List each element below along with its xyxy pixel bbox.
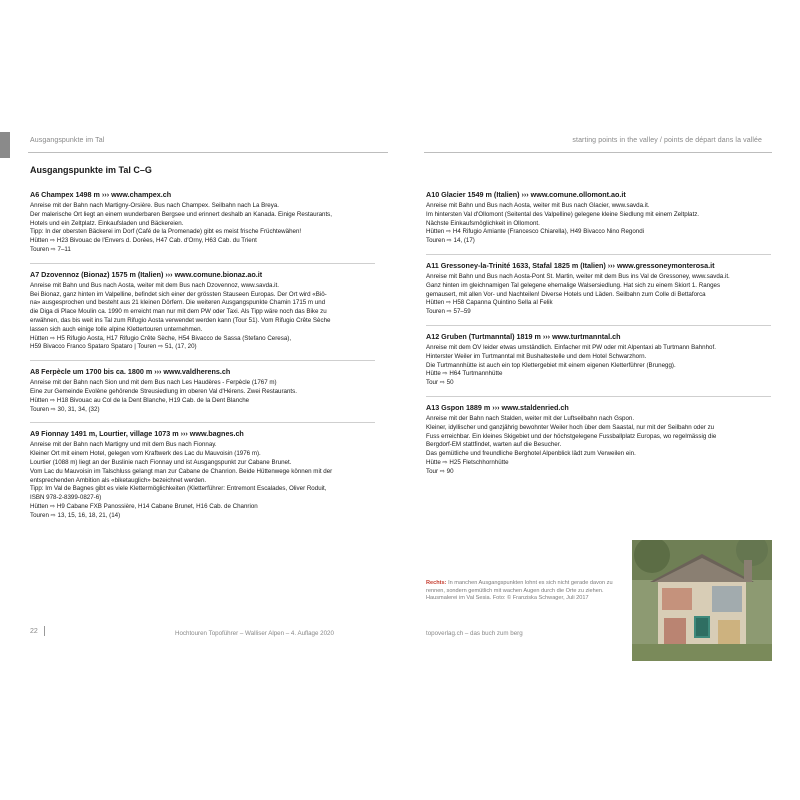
entry-line: gemausert, mit allen Vor- und Nachteilen! Diverse Hotels und Läden. Seilbahn zum Colle di Bettaforca	[426, 290, 706, 298]
entry-separator	[426, 254, 771, 255]
entry-line: Nächste Einkaufsmöglichkeit in Ollomont.	[426, 219, 540, 227]
entry-heading: A7 Dzovennoz (Bionaz) 1575 m (Italien) ››› www.comune.bionaz.ao.it	[30, 269, 263, 279]
page-number: 22	[30, 628, 38, 635]
entry-line: Anreise mit Bahn und Bus nach Aosta-Pont St. Martin, weiter mit dem Bus ins Val de Gressoney, www.savda.it.	[426, 272, 730, 280]
trailhead-entry	[30, 190, 375, 255]
entry-tours: Touren ⇨ 13, 15, 16, 18, 21, (14)	[30, 511, 121, 519]
entry-line: H59 Bivacco Franco Spataro Spataro | Touren ⇨ 51, (17, 20)	[30, 343, 197, 351]
trailhead-entry	[30, 367, 375, 414]
entry-line: Tipp: In der obersten Bäckerei im Dorf (Café de la Promenade) gibt es meist frische Früchtewähen!	[30, 228, 302, 236]
photo-painted-house	[632, 540, 772, 661]
entry-line: Tipp: Im Val de Bagnes gibt es viele Klettermöglichkeiten (Kletterführer: Entremont Escalades, Oliver Roduit,	[30, 485, 327, 493]
entry-tours: Tour ⇨ 90	[426, 467, 454, 475]
running-header-right: starting points in the valley / points de départ dans la vallée	[572, 137, 762, 144]
entry-heading: A10 Glacier 1549 m (Italien) ››› www.comune.ollomont.ao.it	[426, 190, 626, 199]
entry-line: Hütten ⇨ H23 Bivouac de l'Envers d. Dorées, H47 Cab. d'Orny, H63 Cab. du Trient	[30, 237, 257, 245]
entry-line: Im hintersten Val d'Ollomont (Seitental des Valpelline) gelegene kleine Siedlung mit einem Zeltplatz.	[426, 210, 700, 218]
entry-line: Anreise mit dem ÖV leider etwas umständlich. Einfacher mit PW oder mit Alpentaxi ab Turtmann Bahnhof.	[426, 343, 716, 351]
entry-line: Anreise mit der Bahn nach Martigny und mit dem Bus nach Fionnay.	[30, 441, 217, 449]
entry-line: Kleiner, idyllischer und ganzjährig bewohnter Weiler hoch über dem Saastal, nur mit der Seilbahn oder zu	[426, 423, 715, 431]
entry-tours: Touren ⇨ 14, (17)	[426, 237, 475, 245]
left-column	[30, 190, 375, 529]
entry-line: Bei Bionaz, ganz hinten im Valpelline, befindet sich einer der grössten Stauseen Europas. Der Ort wird «Biö-	[30, 290, 327, 298]
entry-line: Hütten ⇨ H4 Rifugio Amiante (Francesco Chiarella), H49 Bivacco Nino Regondi	[426, 228, 645, 236]
right-column	[426, 190, 771, 485]
entry-line: Vom Lac du Mauvoisin im Talschluss gelangt man zur Cabane de Chanrion. Beide Hüttenwege können mit der	[30, 467, 333, 475]
entry-line: Hütte ⇨ H25 Fletschhornhütte	[426, 458, 509, 466]
trailhead-entry	[30, 270, 375, 352]
entry-separator	[426, 325, 771, 326]
entry-line: Anreise mit Bahn und Bus nach Aosta, weiter mit dem Bus nach Dzovennoz, www.savda.it.	[30, 281, 279, 289]
entry-line: Hinterster Weiler im Turtmanntal mit Bushaltestelle und dem Hotel Schwarzhorn.	[426, 352, 647, 360]
chapter-tab-marker	[0, 132, 10, 158]
trailhead-entry	[426, 190, 771, 246]
entry-line: Hotels und ein Zeltplatz. Einkaufsladen und Bäckereien.	[30, 219, 184, 227]
trailhead-entry	[426, 261, 771, 317]
entry-line: ISBN 978-2-8399-0827-6)	[30, 494, 102, 502]
entry-line: Hütten ⇨ H9 Cabane FXB Panossière, H14 Cabane Brunet, H16 Cab. de Chanrion	[30, 502, 258, 510]
entry-line: Hütten ⇨ H5 Rifugio Aosta, H17 Rifugio Crête Sèche, H54 Bivacco de Sassa (Stefano Ceresa),	[30, 334, 292, 342]
entry-heading: A12 Gruben (Turtmanntal) 1819 m ››› www.turtmanntal.ch	[426, 331, 621, 341]
entry-line: Hütte ⇨ H64 Turtmannhütte	[426, 370, 503, 378]
trailhead-entry	[426, 403, 771, 477]
entry-line: Anreise mit der Bahn nach Stalden, weiter mit der Luftseilbahn nach Gspon.	[426, 414, 635, 422]
entry-line: Das gemütliche und freundliche Berghotel Alpenblick lädt zum Verweilen ein.	[426, 450, 636, 458]
entry-tours: Touren ⇨ 7–11	[30, 245, 71, 253]
entry-line: Hütten ⇨ H58 Capanna Quintino Sella al Felik	[426, 299, 553, 307]
entry-line: Anreise mit der Bahn nach Sion und mit dem Bus nach Les Haudères - Ferpècle (1767 m)	[30, 379, 277, 387]
entry-line: Der malerische Ort liegt an einem wunderbaren Bergsee und erinnert deshalb an Kanada. Einige Restaurants,	[30, 210, 332, 218]
entry-heading: A9 Fionnay 1491 m, Lourtier, village 1073 m ››› www.bagnes.ch	[30, 429, 244, 439]
caption-lead: Rechts:	[426, 580, 447, 586]
entry-line: na» ausgesprochen und besteht aus 21 kleinen Dörfern. Die weiteren Ausgangspunkte Chamin 1715 m und	[30, 299, 326, 307]
entry-line: erwähnen, das bis weit ins Tal zum Rifugio Aosta verwendet werden kann (Tour 51). Vom Rifugio Crête Sèche	[30, 316, 331, 324]
entry-line: Fuss erreichbar. Ein kleines Skigebiet und der höchstgelegene Fussballplatz Europas, wo regelmässig die	[426, 432, 717, 440]
entry-line: entsprechenden Ambition als «biketauglich» bezeichnet werden.	[30, 476, 207, 484]
entry-tours: Touren ⇨ 57–59	[426, 308, 471, 316]
entry-line: Anreise mit der Bahn nach Martigny-Orsière. Bus nach Champex. Seilbahn nach La Breya.	[30, 202, 280, 209]
footer-divider	[44, 626, 45, 636]
entry-line: Hütten ⇨ H18 Bivouac au Col de la Dent Blanche, H19 Cab. de la Dent Blanche	[30, 396, 250, 404]
entry-heading: A6 Champex 1498 m ››› www.champex.ch	[30, 190, 172, 199]
footer-left: Hochtouren Topoführer – Walliser Alpen – 4. Auflage 2020	[175, 630, 334, 637]
entry-heading: A11 Gressoney-la-Trinité 1633, Stafal 1825 m (Italien) ››› www.gressoneymonterosa.it	[426, 260, 715, 270]
entry-line: die Diga di Place Moulin ca. 1990 m erreicht man nur mit dem PW oder Taxi. Als Tipp wäre noch das Bike zu	[30, 308, 327, 316]
entry-line: Anreise mit Bahn und Bus nach Aosta, weiter mit Bus nach Glacier, www.savda.it.	[426, 202, 650, 209]
entry-separator	[30, 360, 375, 361]
entry-line: Bergdorf-EM stattfindet, warten auf die Besucher.	[426, 441, 562, 449]
caption-text: In manchen Ausgangspunkten lohnt es sich nicht gerade davon zu rennen, sondern gemütlich mit wachen Augen durch die Orte zu ziehen. Hausmalerei im Val Sesia. Foto: © Franziska Schwager, Juli 2017	[426, 580, 613, 602]
footer-right: topoverlag.ch – das buch zum berg	[426, 630, 523, 637]
photo-caption	[426, 580, 626, 603]
entry-separator	[426, 396, 771, 397]
entry-heading: A13 Gspon 1889 m ››› www.staldenried.ch	[426, 402, 569, 412]
entry-line: Eine zur Gemeinde Evolène gehörende Streusiedlung im oberen Val d'Hérens. Zwei Restaurants.	[30, 387, 297, 395]
header-rule-left	[28, 152, 388, 153]
entry-line: Lourtier (1088 m) liegt an der Buslinie nach Fionnay und ist Ausgangspunkt zur Cabane Brunet.	[30, 458, 292, 466]
entry-heading: A8 Ferpècle um 1700 bis ca. 1800 m ››› www.valdherens.ch	[30, 367, 231, 377]
header-rule-right	[424, 152, 772, 153]
entry-line: Ganz hinten im gleichnamigen Tal gelegene ehemalige Walsersiedlung. Hat sich zu einem Skiort 1. Ranges	[426, 281, 721, 289]
entry-line: Die Turtmannhütte ist auch ein top Klettergebiet mit einem eigenen Kletterführer (Brunegg).	[426, 361, 676, 369]
entry-separator	[30, 422, 375, 423]
entry-line: lassen sich auch einige tolle alpine Klettertouren unternehmen.	[30, 325, 203, 333]
house-photo-illustration	[632, 540, 772, 661]
entry-line: Kleiner Ort mit einem Hotel, gelegen vom Kraftwerk des Lac du Mauvoisin (1976 m).	[30, 450, 261, 458]
entry-tours: Tour ⇨ 50	[426, 379, 454, 387]
page-title: Ausgangspunkte im Tal C–G	[30, 165, 152, 175]
entry-separator	[30, 263, 375, 264]
entry-tours: Touren ⇨ 30, 31, 34, (32)	[30, 405, 100, 413]
trailhead-entry	[426, 332, 771, 388]
trailhead-entry	[30, 429, 375, 520]
running-header-left: Ausgangspunkte im Tal	[30, 137, 105, 144]
